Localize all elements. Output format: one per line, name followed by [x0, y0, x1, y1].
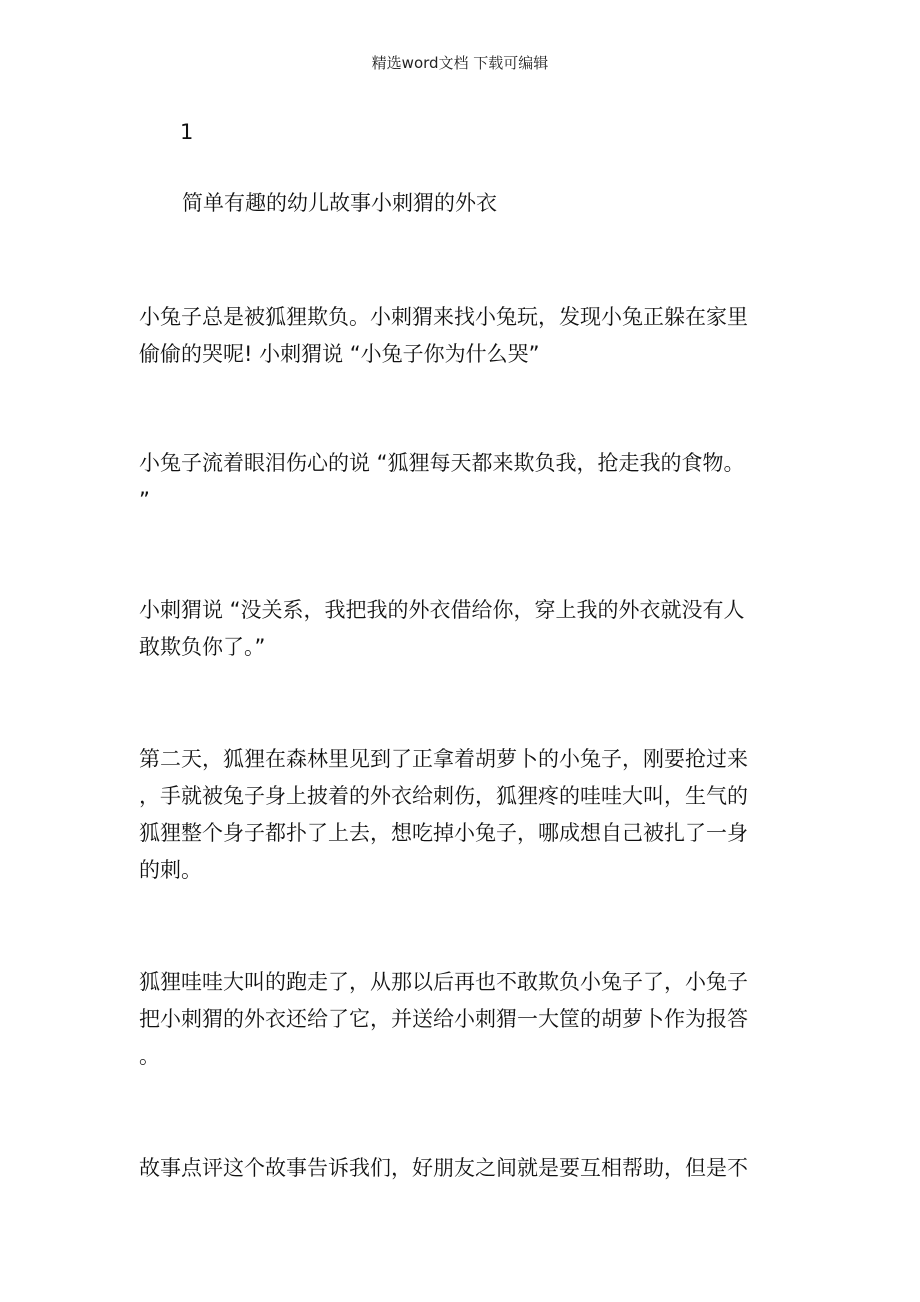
paragraph-line: 第二天，狐狸在森林里见到了正拿着胡萝卜的小兔子，刚要抢过来 [139, 747, 748, 771]
story-title: 简单有趣的幼儿故事小刺猬的外衣 [182, 191, 497, 215]
paragraph-4 [139, 741, 779, 889]
page-header: 精选word文档 下载可编辑 [371, 54, 549, 72]
paragraph-line: 。 [139, 1044, 160, 1068]
paragraph-line: 把小刺猬的外衣还给了它，并送给小刺猬一大筐的胡萝卜作为报答 [139, 1007, 748, 1031]
paragraph-line: 小兔子流着眼泪伤心的说 “狐狸每天都来欺负我，抢走我的食物。 [139, 451, 745, 475]
paragraph-line: ” [139, 488, 150, 512]
page-number: 1 [180, 120, 194, 144]
paragraph-1 [139, 299, 779, 373]
paragraph-line: 狐狸哇哇大叫的跑走了，从那以后再也不敢欺负小兔子了，小兔子 [139, 970, 748, 994]
paragraph-line: 的刺。 [139, 858, 202, 882]
paragraph-2 [139, 445, 779, 519]
paragraph-line: 狐狸整个身子都扑了上去，想吃掉小兔子，哪成想自己被扎了一身 [139, 821, 748, 845]
paragraph-5 [139, 964, 779, 1075]
paragraph-line: ，手就被兔子身上披着的外衣给刺伤，狐狸疼的哇哇大叫，生气的 [139, 784, 748, 808]
paragraph-3 [139, 592, 779, 666]
paragraph-line: 偷偷的哭呢! 小刺猬说 “小兔子你为什么哭” [139, 342, 540, 366]
paragraph-line: 敢欺负你了。” [139, 635, 266, 659]
paragraph-6 [139, 1150, 779, 1187]
paragraph-line: 小兔子总是被狐狸欺负。小刺猬来找小兔玩，发现小兔正躲在家里 [139, 305, 748, 329]
paragraph-line: 小刺猬说 “没关系，我把我的外衣借给你，穿上我的外衣就没有人 [139, 598, 745, 622]
paragraph-line: 故事点评这个故事告诉我们，好朋友之间就是要互相帮助，但是不 [139, 1156, 748, 1180]
